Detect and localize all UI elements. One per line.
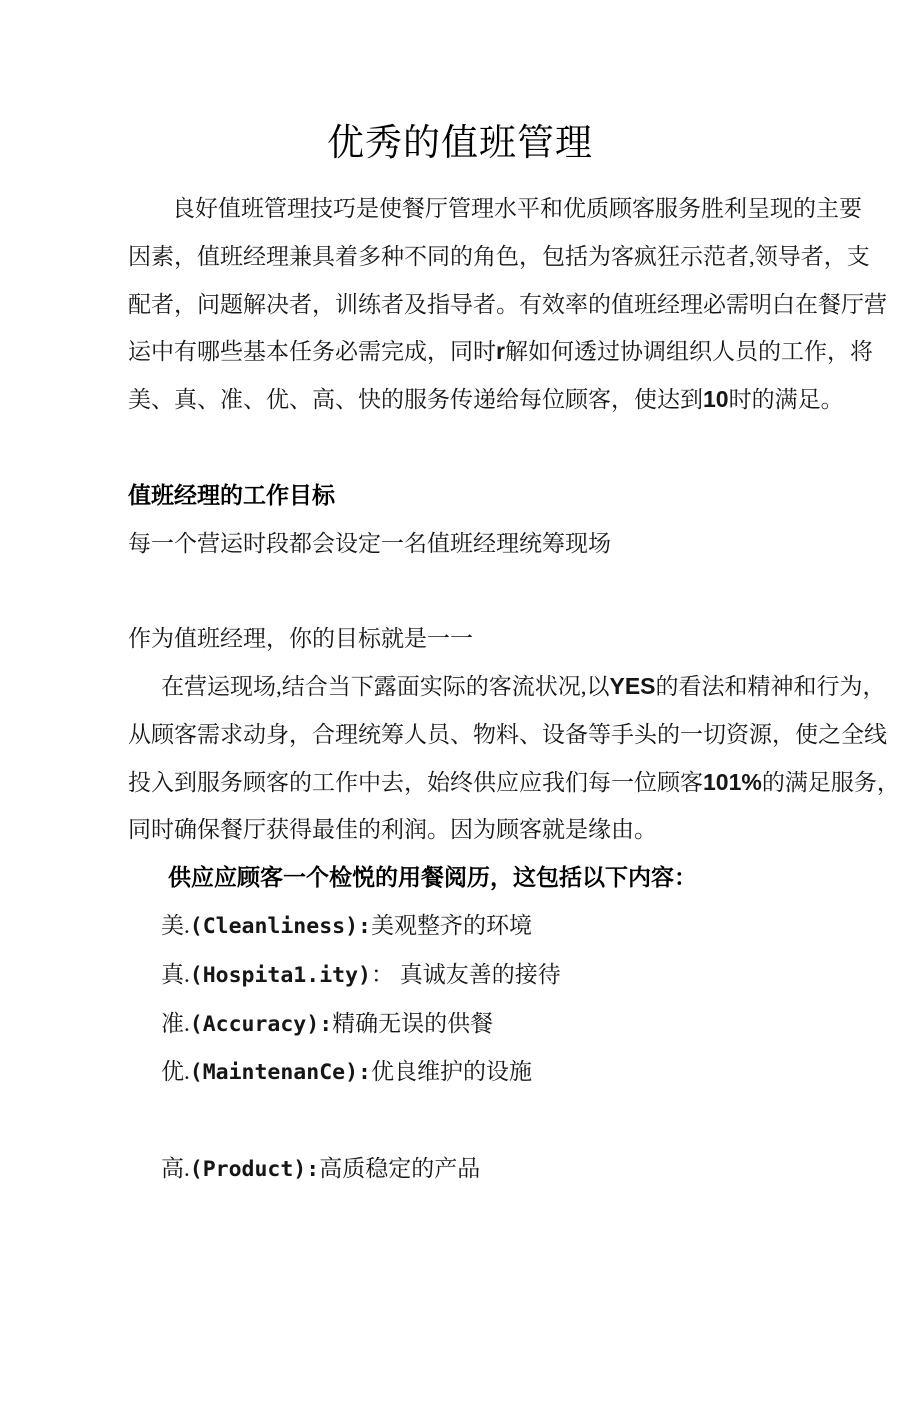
service-item-desc: ： 真诚友善的接待 bbox=[370, 961, 561, 987]
intro-line-text: 良好值班管理技巧是使餐厅管理水平和优质顾客服务胜利呈现的主要 bbox=[172, 196, 862, 221]
blank-line bbox=[128, 567, 792, 615]
service-item-cn: 美. bbox=[161, 912, 190, 938]
goal-line-latin: 101% bbox=[703, 768, 762, 795]
document-title: 优秀的值班管理 bbox=[327, 123, 593, 164]
intro-paragraph bbox=[128, 185, 887, 424]
goal-lead-line bbox=[128, 615, 792, 663]
intro-line-latin: r bbox=[496, 338, 505, 365]
service-item-desc: 优良维护的设施 bbox=[370, 1059, 532, 1085]
goal-line-text: 从顾客需求动身，合理统筹人员、物料、设备等手头的一切资源，使之全线 bbox=[128, 721, 887, 747]
blank-line bbox=[128, 1097, 792, 1145]
schedule-line bbox=[128, 520, 792, 568]
service-item-cn: 准. bbox=[161, 1010, 190, 1036]
goal-line-text: 在营运现场,结合当下露面实际的客流状况,以 bbox=[161, 673, 610, 699]
intro-line bbox=[128, 233, 870, 281]
service-item bbox=[128, 902, 792, 951]
goal-line-text: 的满足服务， bbox=[761, 769, 900, 795]
goal-line-text: 的看法和精神和行为， bbox=[655, 673, 886, 699]
intro-line bbox=[128, 328, 873, 376]
goal-line bbox=[128, 711, 887, 759]
blank-line bbox=[128, 424, 792, 472]
service-item bbox=[128, 1048, 792, 1097]
intro-line-text: 时的满足。 bbox=[728, 387, 844, 413]
service-item-latin: (Accuracy): bbox=[189, 1011, 333, 1037]
document-body bbox=[128, 115, 900, 1194]
intro-line-text: 美、真、准、优、高、快的服务传递给每位顾客，使达到 bbox=[128, 387, 703, 413]
intro-line-text: 配者，问题解决者，训练者及指导者。有效率的值班经理必需明白在餐厅营 bbox=[128, 291, 887, 317]
document-page bbox=[0, 115, 920, 1416]
goal-line bbox=[128, 663, 886, 711]
service-item bbox=[128, 1000, 792, 1049]
service-item bbox=[128, 1145, 792, 1194]
intro-line-text: 运中有哪些基本任务必需完成，同时 bbox=[128, 339, 496, 365]
goal-line-text: 同时确保餐厅获得最佳的利润。因为顾客就是缘由。 bbox=[128, 817, 657, 843]
service-item-latin: (MaintenanCe): bbox=[189, 1060, 371, 1086]
service-item-cn: 真. bbox=[161, 961, 190, 987]
service-item-cn: 优. bbox=[161, 1059, 190, 1085]
intro-line bbox=[128, 281, 887, 329]
service-item-latin: (Product): bbox=[189, 1156, 320, 1182]
goal-line bbox=[128, 759, 900, 807]
service-item-latin: (Cleanliness): bbox=[189, 913, 371, 939]
intro-line-text: 因素，值班经理兼具着多种不同的角色，包括为客疯狂示范者,领导者，支 bbox=[128, 243, 870, 269]
service-item-cn: 高. bbox=[161, 1155, 190, 1181]
schedule-line-text: 每一个营运时段都会设定一名值班经理统筹现场 bbox=[128, 530, 611, 556]
service-list bbox=[128, 902, 792, 1194]
intro-line-text: 解如何透过协调组织人员的工作，将 bbox=[504, 339, 873, 365]
intro-line bbox=[128, 185, 862, 233]
service-item bbox=[128, 951, 792, 1000]
service-item-desc: 美观整齐的环境 bbox=[370, 912, 532, 938]
intro-line bbox=[128, 376, 844, 424]
intro-line-latin: 10 bbox=[703, 386, 729, 413]
goal-line bbox=[128, 806, 792, 854]
goal-line-latin: YES bbox=[609, 672, 656, 699]
service-item-desc: 精确无误的供餐 bbox=[332, 1010, 494, 1036]
service-item-latin: (Hospita1.ity) bbox=[189, 962, 371, 988]
section-heading: 值班经理的工作目标 bbox=[128, 481, 335, 508]
dining-experience-subheading: 供应应顾客一个检悦的用餐阅历，这包括以下内容： bbox=[168, 864, 697, 891]
goal-line-text: 投入到服务顾客的工作中去，始终供应应我们每一位顾客 bbox=[128, 769, 703, 795]
goal-paragraph bbox=[128, 663, 900, 854]
goal-lead-text: 作为值班经理，你的目标就是一一 bbox=[128, 626, 473, 652]
service-item-desc: 高质稳定的产品 bbox=[319, 1155, 481, 1181]
